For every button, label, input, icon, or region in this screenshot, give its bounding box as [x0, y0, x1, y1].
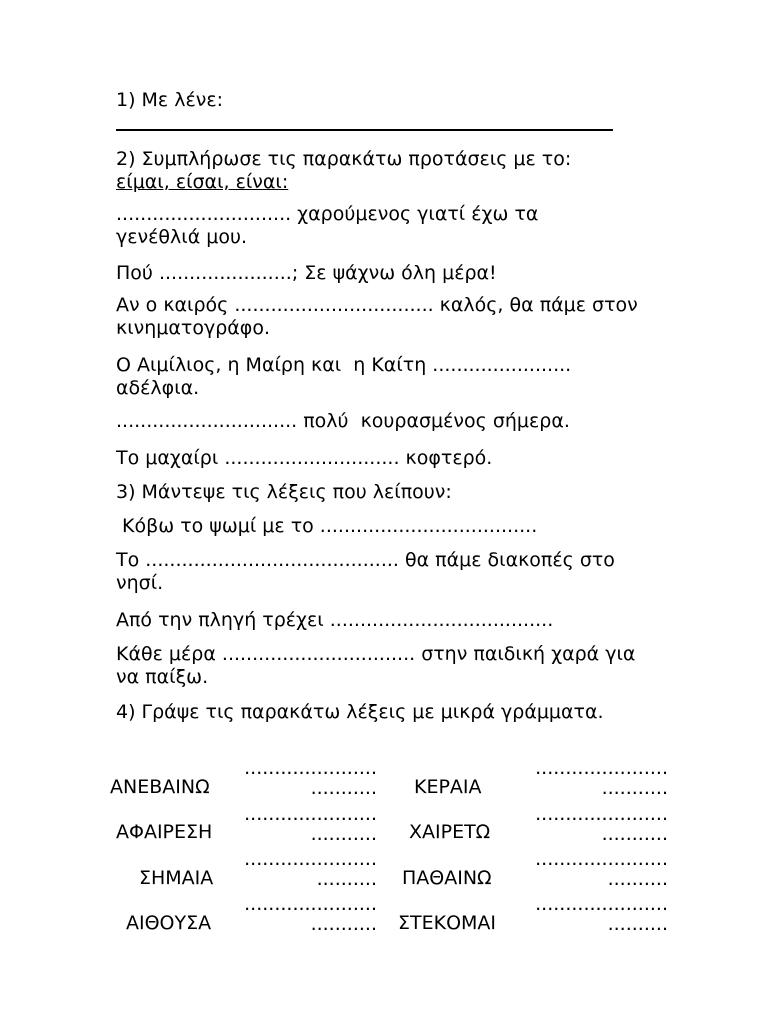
answer-blank: ...................... ...........	[244, 893, 377, 935]
question-2-options: είμαι, είσαι, είναι:	[116, 171, 289, 193]
uppercase-word: ΑΝΕΒΑΙΝΩ	[110, 776, 210, 798]
answer-blank: ...................... ..........	[535, 848, 668, 890]
name-answer-line	[116, 129, 613, 131]
q2-sentence-6: Το μαχαίρι ............................. κοφτερό.	[116, 447, 493, 469]
q2-sentence-1: ............................. χαρούμενος γιατί έχω τα γενέθλιά μου.	[116, 203, 545, 248]
answer-blank: ...................... ...........	[244, 803, 377, 845]
q3-sentence-4: Κάθε μέρα ................................ στην παιδική χαρά για να παίξω.	[116, 643, 642, 688]
uppercase-word: ΚΕΡΑΙΑ	[414, 776, 482, 798]
q2-sentence-4: Ο Αιμίλιος, η Μαίρη και η Καίτη ....................... αδέλφια.	[116, 354, 578, 399]
uppercase-word: ΑΦΑΙΡΕΣΗ	[116, 821, 213, 843]
question-2-instruction	[116, 148, 596, 194]
answer-blank: ...................... ..........	[244, 848, 377, 890]
question-3-title: 3) Μάντεψε τις λέξεις που λείπουν:	[116, 481, 452, 503]
question-1: 1) Με λένε:	[116, 89, 224, 111]
question-2-intro: 2) Συμπλήρωσε τις παρακάτω προτάσεις με το:	[116, 148, 578, 170]
uppercase-word: ΑΙΘΟΥΣΑ	[126, 912, 212, 934]
q3-sentence-2: Το .......................................... θα πάμε διακοπές στο νησί.	[116, 549, 621, 594]
question-4-title: 4) Γράψε τις παρακάτω λέξεις με μικρά γράμματα.	[116, 701, 604, 723]
uppercase-word: ΧΑΙΡΕΤΩ	[409, 821, 491, 843]
q3-sentence-1: Κόβω το ψωμί με το ....................................	[116, 515, 538, 537]
answer-blank: ...................... ..........	[535, 893, 668, 935]
q2-sentence-3: Αν ο καιρός ................................. καλός, θα πάμε στον κινηματογράφο.	[116, 294, 644, 339]
uppercase-word: ΠΑΘΑΙΝΩ	[402, 867, 492, 889]
q2-sentence-2: Πού ......................; Σε ψάχνω όλη μέρα!	[116, 262, 497, 284]
q3-sentence-3: Από την πληγή τρέχει .....................................	[116, 609, 554, 631]
q2-sentence-5: .............................. πολύ κουρασμένος σήμερα.	[116, 410, 570, 432]
uppercase-word: ΣΤΕΚΟΜΑΙ	[398, 912, 497, 934]
answer-blank: ...................... ...........	[535, 803, 668, 845]
answer-blank: ...................... ...........	[535, 757, 668, 799]
answer-blank: ...................... ...........	[244, 757, 377, 799]
uppercase-word: ΣΗΜΑΙΑ	[139, 867, 214, 889]
